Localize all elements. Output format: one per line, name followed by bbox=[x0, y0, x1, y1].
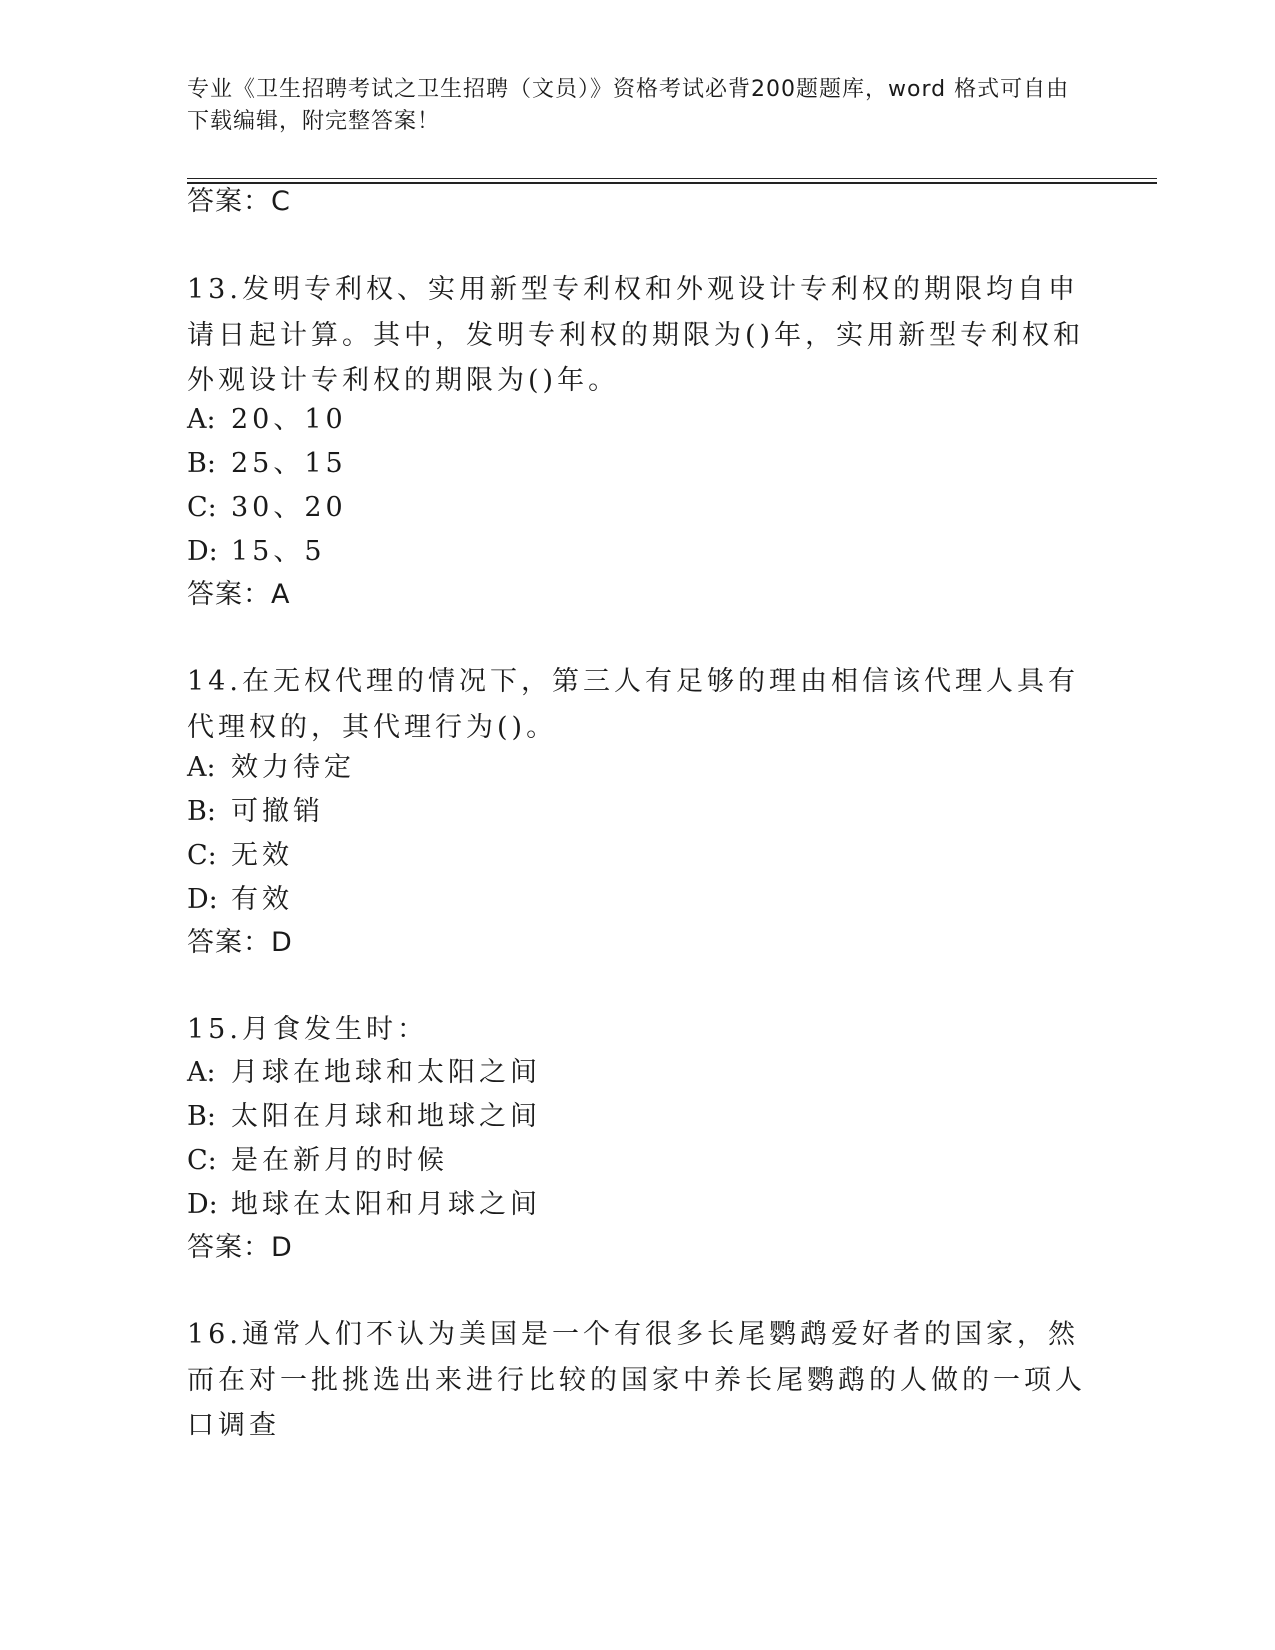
option-key: A: bbox=[187, 752, 216, 783]
q15-option-a bbox=[187, 1056, 541, 1090]
option-text: 15、5 bbox=[231, 536, 326, 567]
q15-answer: 答案：D bbox=[187, 1232, 293, 1263]
q15-option-b bbox=[187, 1100, 541, 1134]
option-key: C: bbox=[187, 840, 217, 871]
option-key: A: bbox=[187, 1057, 216, 1088]
option-key: C: bbox=[187, 492, 217, 523]
q13-option-c bbox=[187, 491, 347, 525]
option-text: 无效 bbox=[231, 840, 293, 871]
page-header: 专业《卫生招聘考试之卫生招聘（文员）》资格考试必背200题题库，word 格式可自由下载编辑，附完整答案！ bbox=[187, 77, 1070, 134]
header-divider bbox=[187, 178, 1157, 184]
answer-prev: 答案：C bbox=[187, 186, 291, 217]
q13-option-a bbox=[187, 403, 347, 437]
q14-option-b bbox=[187, 795, 324, 829]
option-key: B: bbox=[187, 1101, 216, 1132]
q15-option-d bbox=[187, 1188, 541, 1222]
option-key: C: bbox=[187, 1145, 217, 1176]
question-16: 16.通常人们不认为美国是一个有很多长尾鹦鹉爱好者的国家，然而在对一批挑选出来进行比较的国家中养长尾鹦鹉的人做的一项人口调查 bbox=[187, 1319, 1086, 1441]
question-15: 15.月食发生时： bbox=[187, 1014, 428, 1045]
option-text: 25、15 bbox=[231, 448, 347, 479]
option-text: 20、10 bbox=[231, 404, 347, 435]
q15-option-c bbox=[187, 1144, 448, 1178]
q14-option-c bbox=[187, 839, 293, 873]
option-key: D: bbox=[187, 536, 218, 567]
q13-option-b bbox=[187, 447, 347, 481]
option-text: 30、20 bbox=[231, 492, 347, 523]
q14-option-d bbox=[187, 883, 293, 917]
question-14: 14.在无权代理的情况下，第三人有足够的理由相信该代理人具有代理权的，其代理行为()。 bbox=[187, 666, 1079, 743]
option-key: B: bbox=[187, 796, 216, 827]
option-key: D: bbox=[187, 884, 218, 915]
option-text: 有效 bbox=[231, 884, 293, 915]
option-text: 地球在太阳和月球之间 bbox=[231, 1189, 541, 1220]
option-text: 效力待定 bbox=[231, 752, 355, 783]
option-key: D: bbox=[187, 1189, 218, 1220]
option-text: 太阳在月球和地球之间 bbox=[231, 1101, 541, 1132]
option-text: 月球在地球和太阳之间 bbox=[231, 1057, 541, 1088]
option-text: 是在新月的时候 bbox=[231, 1145, 448, 1176]
q14-option-a bbox=[187, 751, 355, 785]
option-text: 可撤销 bbox=[231, 796, 324, 827]
option-key: A: bbox=[187, 404, 216, 435]
question-13: 13.发明专利权、实用新型专利权和外观设计专利权的期限均自申请日起计算。其中，发明专利权的期限为()年，实用新型专利权和外观设计专利权的期限为()年。 bbox=[187, 274, 1085, 396]
q13-option-d bbox=[187, 535, 326, 569]
option-key: B: bbox=[187, 448, 216, 479]
q14-answer: 答案：D bbox=[187, 927, 293, 958]
q13-answer: 答案：A bbox=[187, 579, 291, 610]
